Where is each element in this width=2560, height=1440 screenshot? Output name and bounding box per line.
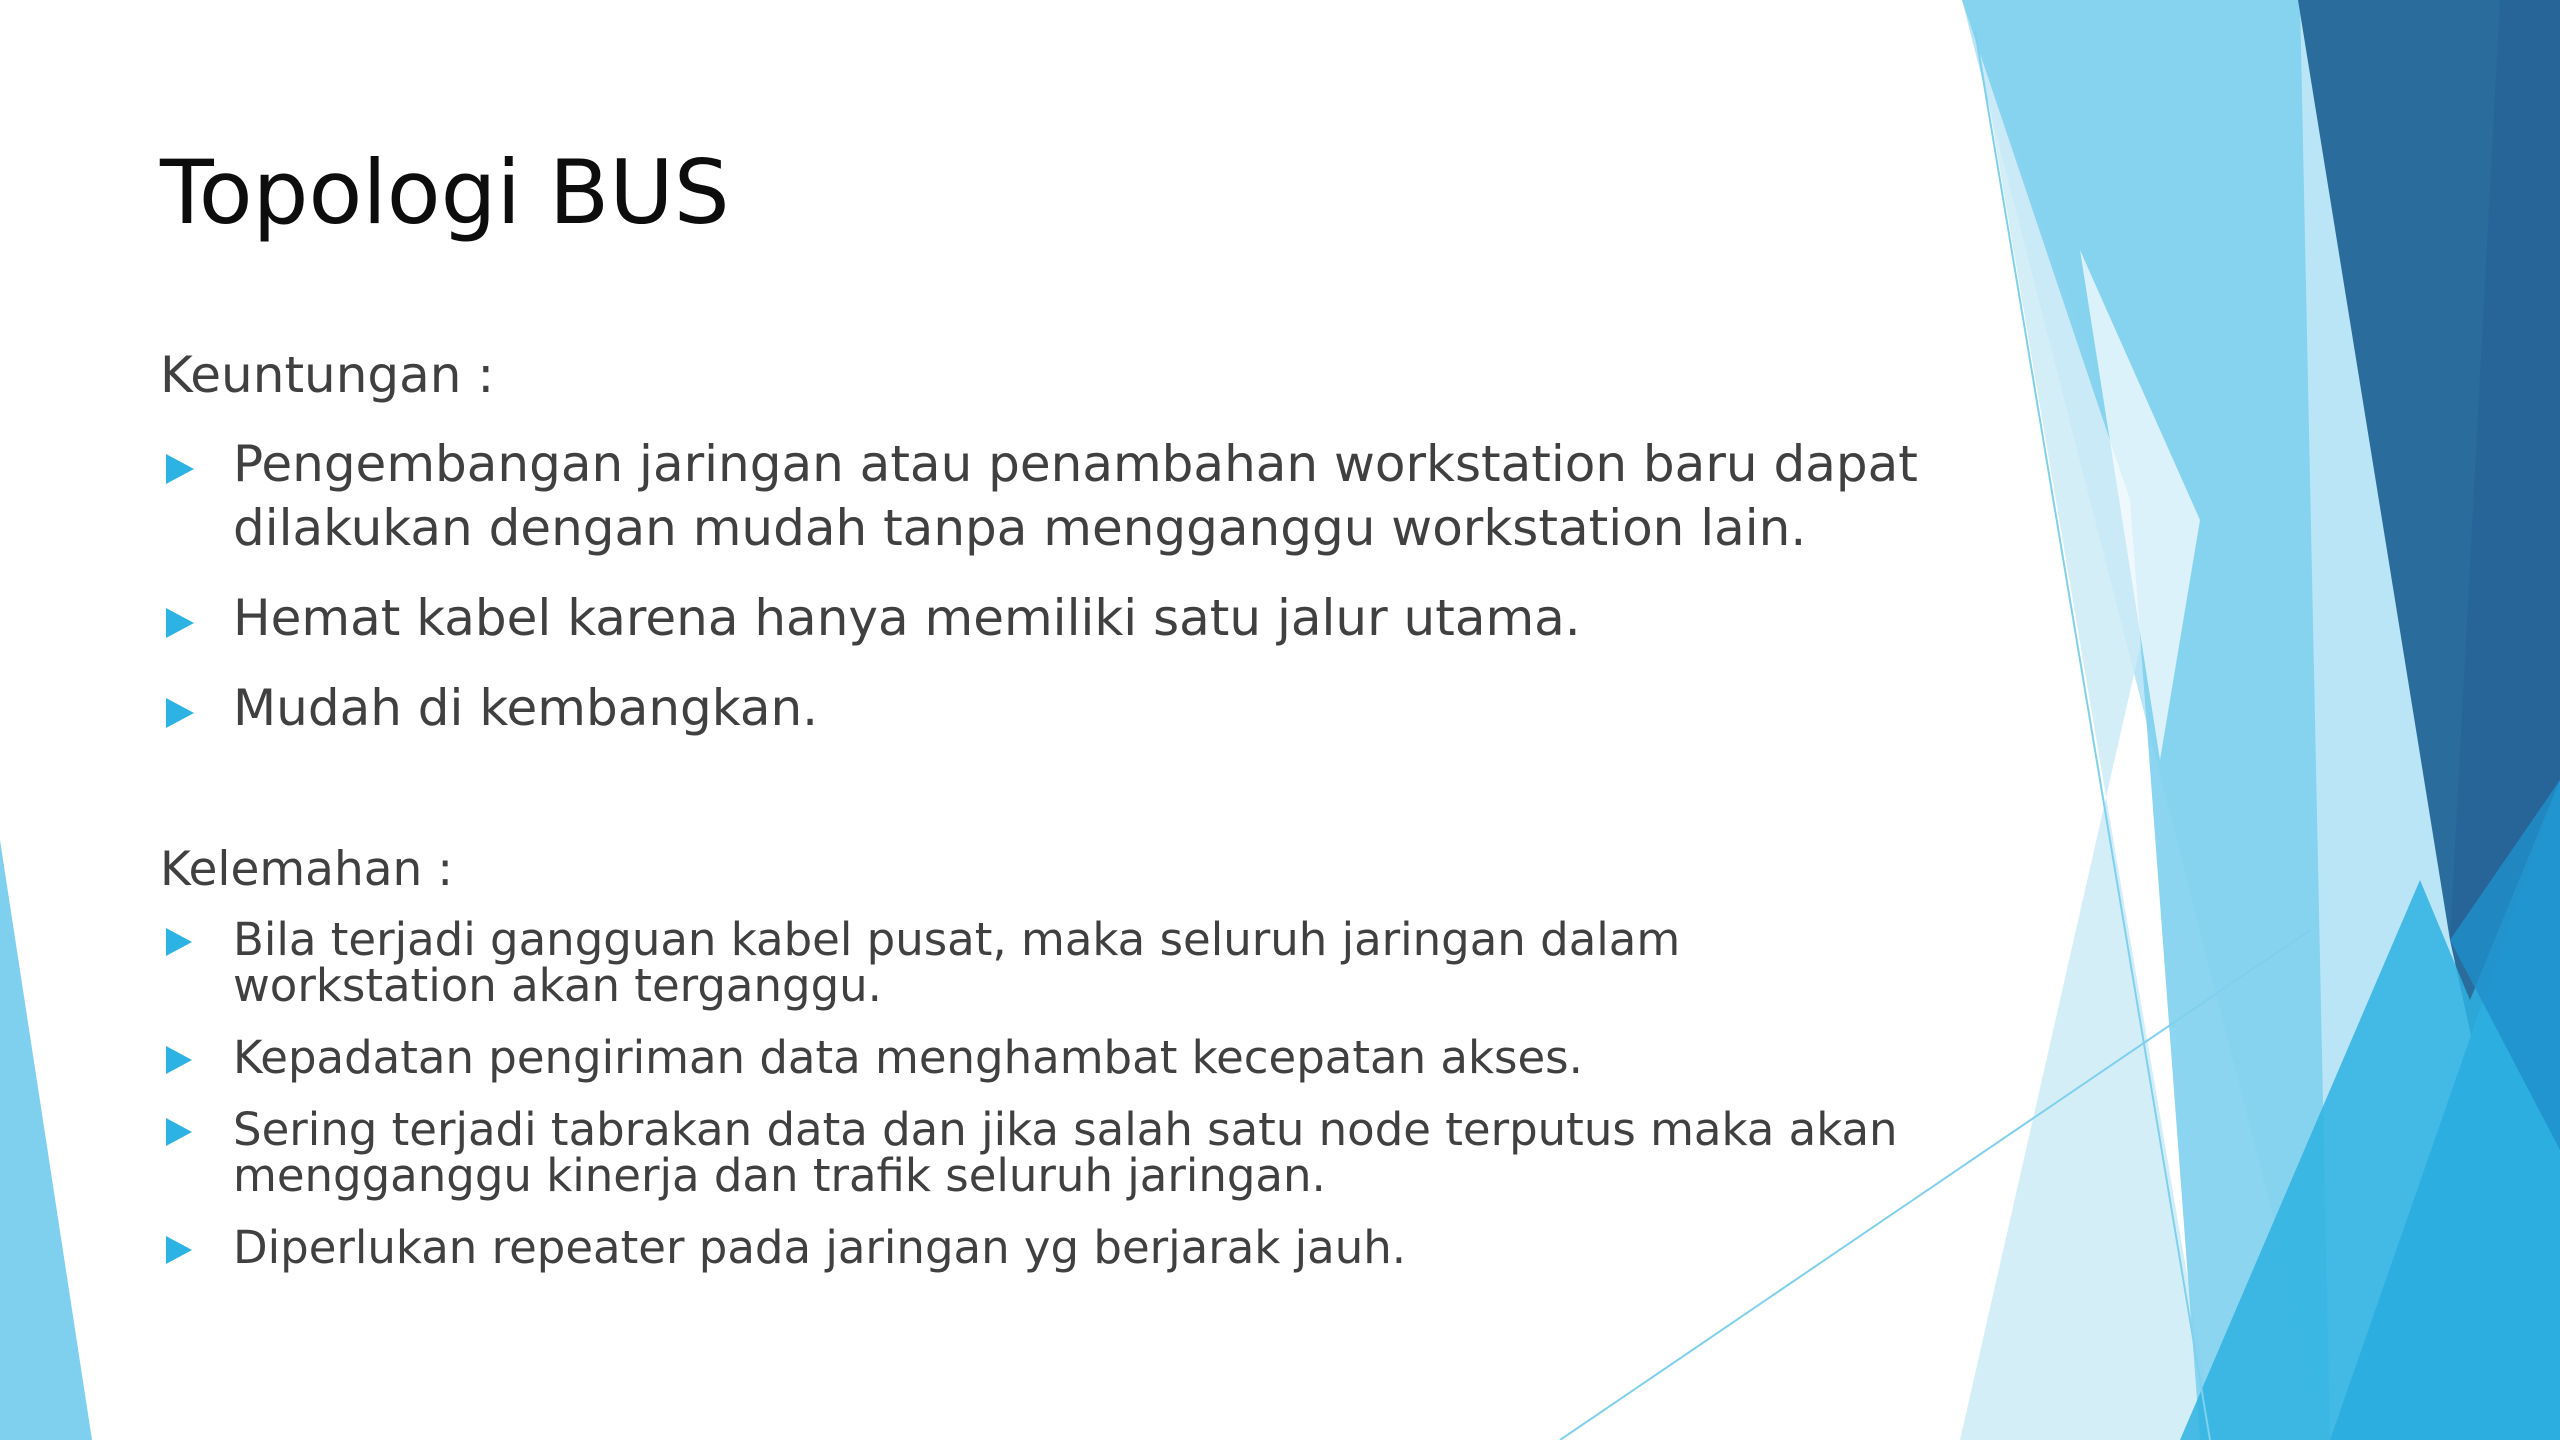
list-item bbox=[160, 1031, 1920, 1084]
list-item bbox=[160, 1103, 1920, 1202]
bullet-text: Mudah di kembangkan. bbox=[233, 679, 819, 737]
bullet-triangle-icon bbox=[166, 1118, 192, 1146]
slide-title: Topologi BUS bbox=[160, 141, 730, 244]
bullet-text: Bila terjadi gangguan kabel pusat, maka seluruh jaringan dalam workstation akan terganggu. bbox=[233, 913, 1681, 1012]
bullet-triangle-icon bbox=[166, 698, 194, 728]
advantages-heading: Keuntungan : bbox=[160, 346, 495, 404]
bullet-text: Pengembangan jaringan atau penambahan workstation baru dapat dilakukan dengan mudah tanpa mengganggu workstation lain. bbox=[233, 435, 1918, 557]
list-item bbox=[160, 432, 1920, 560]
bullet-triangle-icon bbox=[166, 454, 194, 484]
disadvantages-list bbox=[160, 913, 1920, 1297]
advantages-list bbox=[160, 432, 1920, 766]
bullet-text: Diperlukan repeater pada jaringan yg berjarak jauh. bbox=[233, 1221, 1407, 1274]
bullet-triangle-icon bbox=[166, 1236, 192, 1264]
bullet-text: Kepadatan pengiriman data menghambat kecepatan akses. bbox=[233, 1031, 1583, 1084]
bullet-triangle-icon bbox=[166, 608, 194, 638]
list-item bbox=[160, 586, 1920, 650]
bullet-text: Hemat kabel karena hanya memiliki satu jalur utama. bbox=[233, 589, 1581, 647]
bullet-triangle-icon bbox=[166, 928, 192, 956]
bullet-triangle-icon bbox=[166, 1046, 192, 1074]
list-item bbox=[160, 676, 1920, 740]
list-item bbox=[160, 913, 1920, 1012]
shard-left-edge bbox=[0, 840, 92, 1440]
disadvantages-heading: Kelemahan : bbox=[160, 842, 454, 897]
bullet-text: Sering terjadi tabrakan data dan jika salah satu node terputus maka akan mengganggu kinerja dan trafik seluruh jaringan. bbox=[233, 1103, 1898, 1202]
list-item bbox=[160, 1221, 1920, 1274]
